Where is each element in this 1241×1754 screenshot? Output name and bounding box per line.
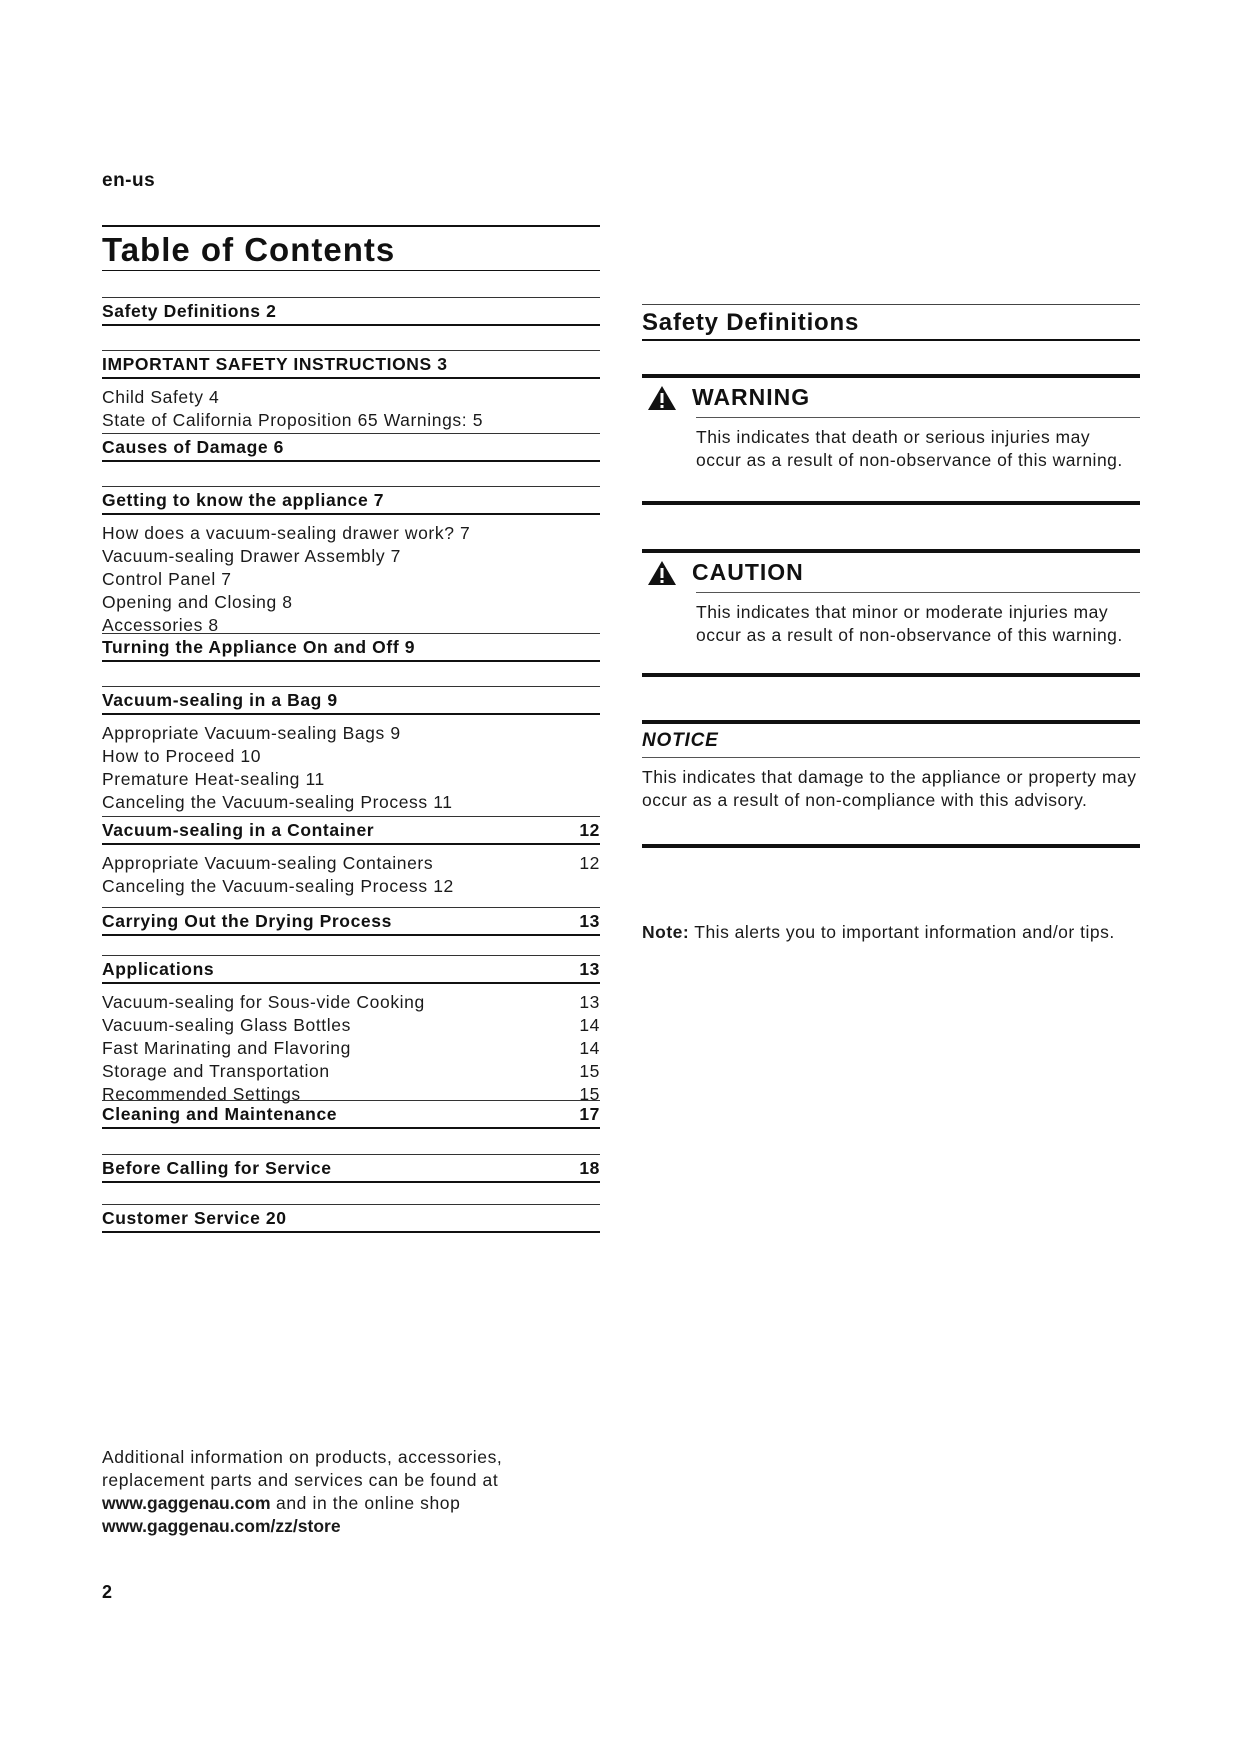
toc-entry[interactable] bbox=[102, 791, 600, 814]
toc-section bbox=[102, 1154, 600, 1183]
toc-entry-label: State of California Proposition 65 Warnings: 5 bbox=[102, 410, 484, 430]
info-text-1: Additional information on products, accessories, replacement parts and services can be found at bbox=[102, 1447, 503, 1490]
toc-entry-label: Appropriate Vacuum-sealing Bags 9 bbox=[102, 723, 401, 743]
toc-subsection-list bbox=[102, 984, 600, 1106]
warning-header bbox=[642, 378, 1140, 417]
toc-section-title[interactable] bbox=[102, 633, 600, 662]
toc-title: Table of Contents bbox=[102, 225, 600, 271]
toc-section-label: Getting to know the appliance 7 bbox=[102, 489, 385, 510]
toc-entry-label: How to Proceed 10 bbox=[102, 746, 262, 766]
toc-section-label: Customer Service 20 bbox=[102, 1207, 287, 1228]
page-number: 2 bbox=[102, 1582, 113, 1602]
toc-section-page: 12 bbox=[579, 819, 600, 840]
toc-entry-label: Vacuum-sealing Drawer Assembly 7 bbox=[102, 546, 401, 566]
toc-entry-label: Premature Heat-sealing 11 bbox=[102, 769, 325, 789]
toc-entry-label: Canceling the Vacuum-sealing Process 11 bbox=[102, 792, 453, 812]
note-text: This alerts you to important information and/or tips. bbox=[689, 922, 1115, 942]
caution-box bbox=[642, 549, 1140, 677]
toc-section-page: 18 bbox=[579, 1157, 600, 1178]
table-of-contents bbox=[102, 225, 600, 1228]
toc-entry-label: Opening and Closing 8 bbox=[102, 592, 293, 612]
toc-section-title[interactable] bbox=[102, 433, 600, 462]
safety-title: Safety Definitions bbox=[642, 304, 1140, 341]
toc-entry-label: Appropriate Vacuum-sealing Containers bbox=[102, 853, 434, 873]
toc-section bbox=[102, 433, 600, 462]
toc-entry[interactable] bbox=[102, 875, 600, 898]
toc-entry-page: 14 bbox=[579, 1038, 600, 1058]
warning-box bbox=[642, 374, 1140, 505]
note-text-block bbox=[642, 921, 1140, 944]
toc-section-label: Turning the Appliance On and Off 9 bbox=[102, 636, 416, 657]
toc-section-label: Applications bbox=[102, 958, 215, 979]
toc-entry-page: 12 bbox=[579, 853, 600, 873]
caution-label: CAUTION bbox=[692, 559, 804, 585]
toc-section-page: 13 bbox=[579, 958, 600, 979]
toc-entry-label: Child Safety 4 bbox=[102, 387, 220, 407]
toc-entry-label: Canceling the Vacuum-sealing Process 12 bbox=[102, 876, 454, 896]
toc-section-title[interactable] bbox=[102, 350, 600, 379]
toc-section-title[interactable] bbox=[102, 955, 600, 984]
toc-section bbox=[102, 1100, 600, 1129]
caution-triangle-icon bbox=[642, 558, 692, 588]
caution-header bbox=[642, 553, 1140, 592]
toc-entry[interactable] bbox=[102, 409, 600, 432]
toc-entry[interactable] bbox=[102, 386, 600, 409]
toc-entry[interactable] bbox=[102, 745, 600, 768]
website-link[interactable]: www.gaggenau.com bbox=[102, 1493, 271, 1513]
toc-entry-label: Storage and Transportation bbox=[102, 1061, 330, 1081]
toc-entry[interactable] bbox=[102, 991, 600, 1014]
warning-triangle-icon bbox=[642, 383, 692, 413]
toc-section bbox=[102, 633, 600, 662]
toc-subsection-list bbox=[102, 715, 600, 814]
warning-text: This indicates that death or serious injuries may occur as a result of non-observance of this warning. bbox=[696, 427, 1123, 470]
toc-entry[interactable] bbox=[102, 1037, 600, 1060]
toc-entry-page: 13 bbox=[579, 992, 600, 1012]
toc-entry[interactable] bbox=[102, 768, 600, 791]
toc-entry[interactable] bbox=[102, 591, 600, 614]
toc-entry[interactable] bbox=[102, 852, 600, 875]
toc-section-title[interactable] bbox=[102, 297, 600, 326]
additional-info bbox=[102, 1446, 600, 1538]
toc-entry-label: Vacuum-sealing Glass Bottles bbox=[102, 1015, 351, 1035]
toc-subsection-list bbox=[102, 379, 600, 432]
language-code: en-us bbox=[102, 170, 156, 191]
toc-entry-label: Control Panel 7 bbox=[102, 569, 232, 589]
toc-section-title[interactable] bbox=[102, 1100, 600, 1129]
toc-entry-label: How does a vacuum-sealing drawer work? 7 bbox=[102, 523, 471, 543]
toc-entry[interactable] bbox=[102, 522, 600, 545]
toc-entry-label: Vacuum-sealing for Sous-vide Cooking bbox=[102, 992, 425, 1012]
toc-section-label: Cleaning and Maintenance bbox=[102, 1103, 338, 1124]
notice-text: This indicates that damage to the appliance or property may occur as a result of non-compliance with this advisory. bbox=[642, 767, 1137, 810]
toc-section bbox=[102, 816, 600, 898]
toc-section bbox=[102, 297, 600, 326]
toc-entry[interactable] bbox=[102, 1014, 600, 1037]
toc-section bbox=[102, 350, 600, 432]
warning-label: WARNING bbox=[692, 384, 811, 410]
toc-section-page: 17 bbox=[579, 1103, 600, 1124]
toc-section bbox=[102, 955, 600, 1106]
toc-section-label: Vacuum-sealing in a Container bbox=[102, 819, 375, 840]
note-label: Note: bbox=[642, 922, 690, 942]
toc-section-label: Causes of Damage 6 bbox=[102, 436, 284, 457]
toc-section-label: IMPORTANT SAFETY INSTRUCTIONS 3 bbox=[102, 353, 448, 374]
toc-section bbox=[102, 486, 600, 637]
toc-section-title[interactable] bbox=[102, 907, 600, 936]
toc-entry-label: Fast Marinating and Flavoring bbox=[102, 1038, 351, 1058]
toc-section-page: 13 bbox=[579, 910, 600, 931]
toc-subsection-list bbox=[102, 845, 600, 898]
toc-section-label: Before Calling for Service bbox=[102, 1157, 332, 1178]
caution-text: This indicates that minor or moderate injuries may occur as a result of non-observance of this warning. bbox=[696, 602, 1123, 645]
toc-section-label: Vacuum-sealing in a Bag 9 bbox=[102, 689, 338, 710]
toc-subsection-list bbox=[102, 515, 600, 637]
toc-section bbox=[102, 1204, 600, 1233]
toc-section-title[interactable] bbox=[102, 816, 600, 845]
online-shop-link[interactable]: www.gaggenau.com/zz/store bbox=[102, 1516, 341, 1536]
toc-entry[interactable] bbox=[102, 568, 600, 591]
notice-box bbox=[642, 720, 1140, 848]
toc-section-title[interactable] bbox=[102, 1204, 600, 1233]
toc-entry[interactable] bbox=[102, 722, 600, 745]
toc-entry-page: 14 bbox=[579, 1015, 600, 1035]
toc-section bbox=[102, 686, 600, 814]
toc-entry-label: Recommended Settings bbox=[102, 1084, 301, 1104]
toc-section-title[interactable] bbox=[102, 686, 600, 715]
toc-section-title[interactable] bbox=[102, 1154, 600, 1183]
toc-section bbox=[102, 907, 600, 936]
safety-definitions bbox=[642, 304, 1140, 942]
toc-section-label: Carrying Out the Drying Process bbox=[102, 910, 392, 931]
notice-label: NOTICE bbox=[642, 724, 1140, 758]
info-text-2: and in the online shop bbox=[270, 1493, 461, 1513]
toc-entry-page: 15 bbox=[579, 1084, 600, 1104]
toc-entry[interactable] bbox=[102, 1060, 600, 1083]
toc-entry[interactable] bbox=[102, 545, 600, 568]
toc-section-title[interactable] bbox=[102, 486, 600, 515]
toc-entry-label: Accessories 8 bbox=[102, 615, 219, 635]
toc-section-label: Safety Definitions 2 bbox=[102, 300, 277, 321]
toc-entry-page: 15 bbox=[579, 1061, 600, 1081]
